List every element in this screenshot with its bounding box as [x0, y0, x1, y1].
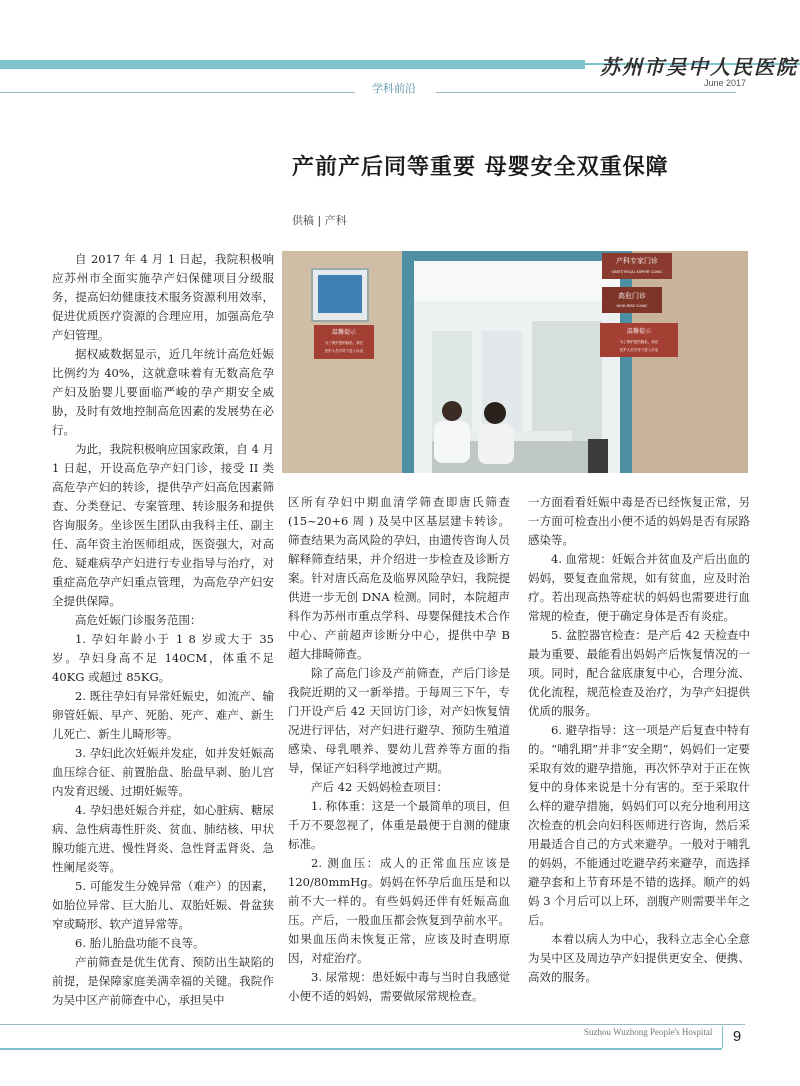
- notice-line1-left: 为了保护您的隐私，请在: [324, 341, 364, 345]
- paragraph: 本着以病人为中心，我科立志全心全意为吴中区及周边孕产妇提供更安全、便携、高效的服务。: [528, 932, 750, 984]
- paragraph: 4. 血常规：妊娠合并贫血及产后出血的妈妈，要复查血常规，如有贫血，应及时治疗。若出现高热等症状的妈妈也需要进行血常规的检查，便于确定身体是否有炎症。: [528, 552, 750, 623]
- paragraph: 高危妊娠门诊服务范围：: [75, 613, 202, 627]
- issue-date: June 2017: [704, 78, 747, 88]
- notice-line2-left: 医护人员引导下进入诊室: [324, 349, 364, 353]
- clinic-photo: [282, 251, 748, 473]
- footer-accent-bar: [0, 1048, 722, 1050]
- article-byline: 供稿 | 产科: [292, 214, 347, 227]
- clinic-photo-illustration: [282, 251, 748, 473]
- header-rule-left: [0, 92, 355, 93]
- column-middle: [288, 493, 510, 1006]
- column-left: [52, 250, 274, 1010]
- sign-expert-clinic: 产科专家门诊: [616, 257, 658, 265]
- paragraph: 5. 盆腔器官检查：是产后 42 天检查中最为重要、最能看出妈妈产后恢复情况的一项。同时，配合盆底康复中心，合理分流、优化流程，规范检查及治疗，为孕产妇提供优质的服务。: [528, 628, 750, 718]
- notice-title-left: 温馨提示: [331, 329, 357, 336]
- article-title: 产前产后同等重要 母婴安全双重保障: [292, 155, 669, 180]
- page-number: 9: [722, 1026, 751, 1048]
- paragraph-continued: 一方面看看妊娠中毒是否已经恢复正常，另一方面可检查出小便不适的妈妈是否有尿路感染等。: [528, 495, 750, 547]
- sign-expert-clinic-en: OBSTETRICAL EXPERT CLINIC: [611, 270, 663, 274]
- hospital-name: 苏州市吴中人民医院: [600, 55, 798, 79]
- paragraph: 6. 避孕指导：这一项是产后复查中特有的。“哺乳期”并非“安全期”，妈妈们一定要采取有效的避孕措施，再次怀孕对于正在恢复中的身体来说是十分有害的。至于采取什么样的避孕措施，妈妈们可以充分地利用这次检查的机会向妇科医师进行咨询，然后采用最适合自己的方式来避孕。一般对于哺乳的妈妈，不能通过吃避孕药来避孕，而选择避孕套和上节育环是不错的选择。顺产的妈妈 3 个月后可以上环，剖腹产则需要半年之后。: [528, 723, 750, 927]
- paragraph: 产后 42 天妈妈检查项目：: [311, 780, 448, 794]
- paragraph: 1. 孕妇年龄小于 1 8 岁或大于 35 岁。孕妇身高不足 140CM，体重不足 40KG 或超过 85KG。: [52, 632, 274, 684]
- paragraph: 为此，我院积极响应国家政策，自 4 月 1 日起，开设高危孕产妇门诊，接受 II 类高危孕产妇的转诊，提供孕产妇高危因素筛查、分类登记、专案管理、转诊服务和提供咨询服务。坐诊医生团队由我科主任、副主任、高年资主治医师组成，医资强大，对高危、疑难病孕产妇进行专业指导与治疗，对重症高危孕产妇重点管理，为高危孕产妇安全提供保障。: [52, 442, 274, 608]
- notice-title-right: 温馨提示: [626, 328, 652, 335]
- section-label: 学科前沿: [372, 82, 416, 95]
- paragraph: 据权威数据显示，近几年统计高危妊娠比例约为 40%，这就意味着有无数高危孕产妇及胎婴儿要面临严峻的孕产期安全威胁，及时有效地控制高危因素的发展势在必行。: [52, 347, 274, 437]
- column-right: [528, 493, 750, 987]
- notice-line1-right: 为了保护您的隐私，请在: [619, 340, 659, 344]
- paragraph: 5. 可能发生分娩异常（难产）的因素，如胎位异常、巨大胎儿、双胎妊娠、骨盆狭窄或畸形、软产道异常等。: [52, 879, 274, 931]
- paragraph: 2. 测血压：成人的正常血压应该是 120/80mmHg。妈妈在怀孕后血压是和以前不大一样的。有些妈妈还伴有妊娠高血压。产后，一般血压都会恢复到孕前水平。如果血压尚未恢复正常，应该及时查明原因，对症治疗。: [288, 856, 510, 965]
- sign-highrisk-clinic-en: HIGH-RISK CLINIC: [616, 304, 648, 308]
- paragraph: 3. 尿常规：患妊娠中毒与当时自我感觉小便不适的妈妈，需要做尿常规检查。: [288, 970, 510, 1003]
- paragraph: 产前筛查是优生优育、预防出生缺陷的前提，是保障家庭美满幸福的关键。我院作为吴中区产前筛查中心，承担吴中: [52, 955, 274, 1007]
- paragraph: 1. 称体重：这是一个最简单的项目，但千万不要忽视了，体重是最便于自测的健康标准。: [288, 799, 510, 851]
- footer-publication: Suzhou Wuzhong People's Hospital: [584, 1027, 713, 1037]
- sign-highrisk-clinic: 高危门诊: [618, 292, 646, 300]
- paragraph: 4. 孕妇患妊娠合并症，如心脏病、糖尿病、急性病毒性肝炎、贫血、肺结核、甲状腺功能亢进、慢性肾炎、急性肾盂肾炎、急性阑尾炎等。: [52, 803, 274, 874]
- paragraph: 3. 孕妇此次妊娠并发症，如并发妊娠高血压综合征、前置胎盘、胎盘早剥、胎儿宫内发育迟缓、过期妊娠等。: [52, 746, 274, 798]
- header-accent-bar: [0, 60, 585, 69]
- header-rule-right: [436, 92, 736, 93]
- paragraph: 2. 既往孕妇有异常妊娠史，如流产、输卵管妊娠、早产、死胎、死产、难产、新生儿死亡、新生儿畸形等。: [52, 689, 274, 741]
- paragraph: 除了高危门诊及产前筛查，产后门诊是我院近期的又一新举措。于每周三下午，专门开设产后 42 天回访门诊，对产妇恢复情况进行评估，对产妇进行避孕、预防生殖道感染、母乳喂养、婴幼儿营养等方面的指导，保证产妇科学地渡过产期。: [288, 666, 510, 775]
- paragraph-continued: 区所有孕妇中期血清学筛查即唐氏筛查 (15~20+6 周 ) 及吴中区基层建卡转诊。筛查结果为高风险的孕妇，由遗传咨询人员解释筛查结果，并介绍进一步检查及诊断方案。针对唐氏高危及临界风险孕妇，我院提供进一步无创 DNA 检测。同时，本院超声科作为苏州市重点学科、母婴保健技术合作中心、产前超声诊断分中心，提供中孕 B 超大排畸筛查。: [288, 495, 510, 661]
- notice-line2-right: 医护人员引导下进入诊室: [619, 348, 659, 352]
- footer-rule: [0, 1024, 745, 1025]
- paragraph: 自 2017 年 4 月 1 日起，我院积极响应苏州市全面实施孕产妇保健项目分级服务，提高妇幼健康技术服务资源利用效率，促进优质医疗资源的合理应用，加强高危孕产妇管理。: [52, 252, 274, 342]
- paragraph: 6. 胎儿胎盘功能不良等。: [75, 936, 205, 950]
